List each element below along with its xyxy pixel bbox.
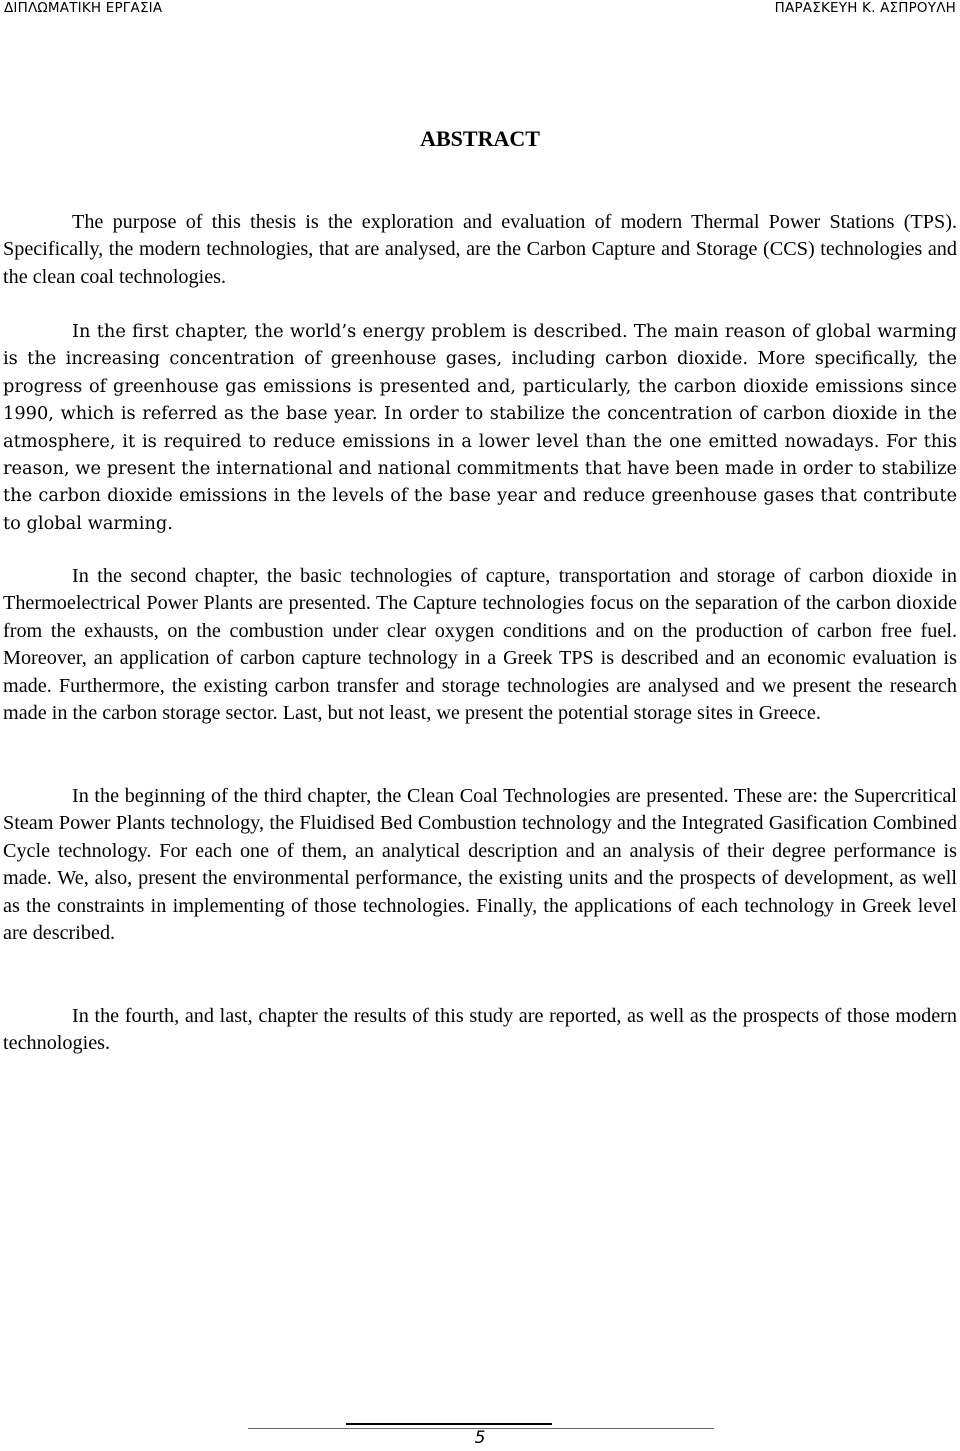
page-title: ABSTRACT	[420, 126, 540, 151]
abstract-paragraph-chapter-1: In the first chapter, the world’s energy problem is described. The main reason of global warming is the increasing concentration of greenhouse gases, including carbon dioxide. More specifically, the progress of greenhouse gas emissions is presented and, particularly, the carbon dioxide emissions since 1990, which is referred as the base year. In order to stabilize the concentration of carbon dioxide in the atmosphere, it is required to reduce emissions in a lower level than the one emitted nowadays. For this reason, we present the international and national commitments that have been made in order to stabilize the carbon dioxide emissions in the levels of the base year and reduce greenhouse gases that contribute to global warming.	[3, 321, 957, 534]
page-number: 5	[474, 1428, 486, 1448]
footer-divider-dark	[346, 1423, 552, 1425]
abstract-paragraph-intro: The purpose of this thesis is the exploration and evaluation of modern Thermal Power Stations (TPS). Specifically, the modern technologies, that are analysed, are the Carbon Capture and Storage (CCS) technologies and the clean coal technologies.	[3, 211, 957, 288]
header-author-label: ΔΙΠΛΩΜΑΤΙΚΗ ΕΡΓΑΣΙΑ	[4, 0, 163, 16]
header-author-name: ΠΑΡΑΣΚΕΥΗ Κ. ΑΣΠΡΟΥΛΗ	[774, 0, 956, 16]
abstract-paragraph-chapter-4: In the fourth, and last, chapter the results of this study are reported, as well as the prospects of those modern technologies.	[3, 1005, 957, 1055]
abstract-paragraph-chapter-3: In the beginning of the third chapter, the Clean Coal Technologies are presented. These are: the Supercritical Steam Power Plants technology, the Fluidised Bed Combustion technology and the Integrated Gasification Combined Cycle technology. For each one of them, an analytical description and an analysis of their degree performance is made. We, also, present the environmental performance, the existing units and the prospects of development, as well as the constraints in implementing of those technologies. Finally, the applications of each technology in Greek level are described.	[3, 785, 957, 945]
abstract-paragraph-chapter-2: In the second chapter, the basic technologies of capture, transportation and storage of carbon dioxide in Thermoelectrical Power Plants are presented. The Capture technologies focus on the separation of the carbon dioxide from the exhausts, on the combustion under clear oxygen conditions and on the production of carbon free fuel. Moreover, an application of carbon capture technology in a Greek TPS is described and an economic evaluation is made. Furthermore, the existing carbon transfer and storage technologies are analysed and we present the research made in the carbon storage sector. Last, but not least, we present the potential storage sites in Greece.	[3, 565, 957, 725]
